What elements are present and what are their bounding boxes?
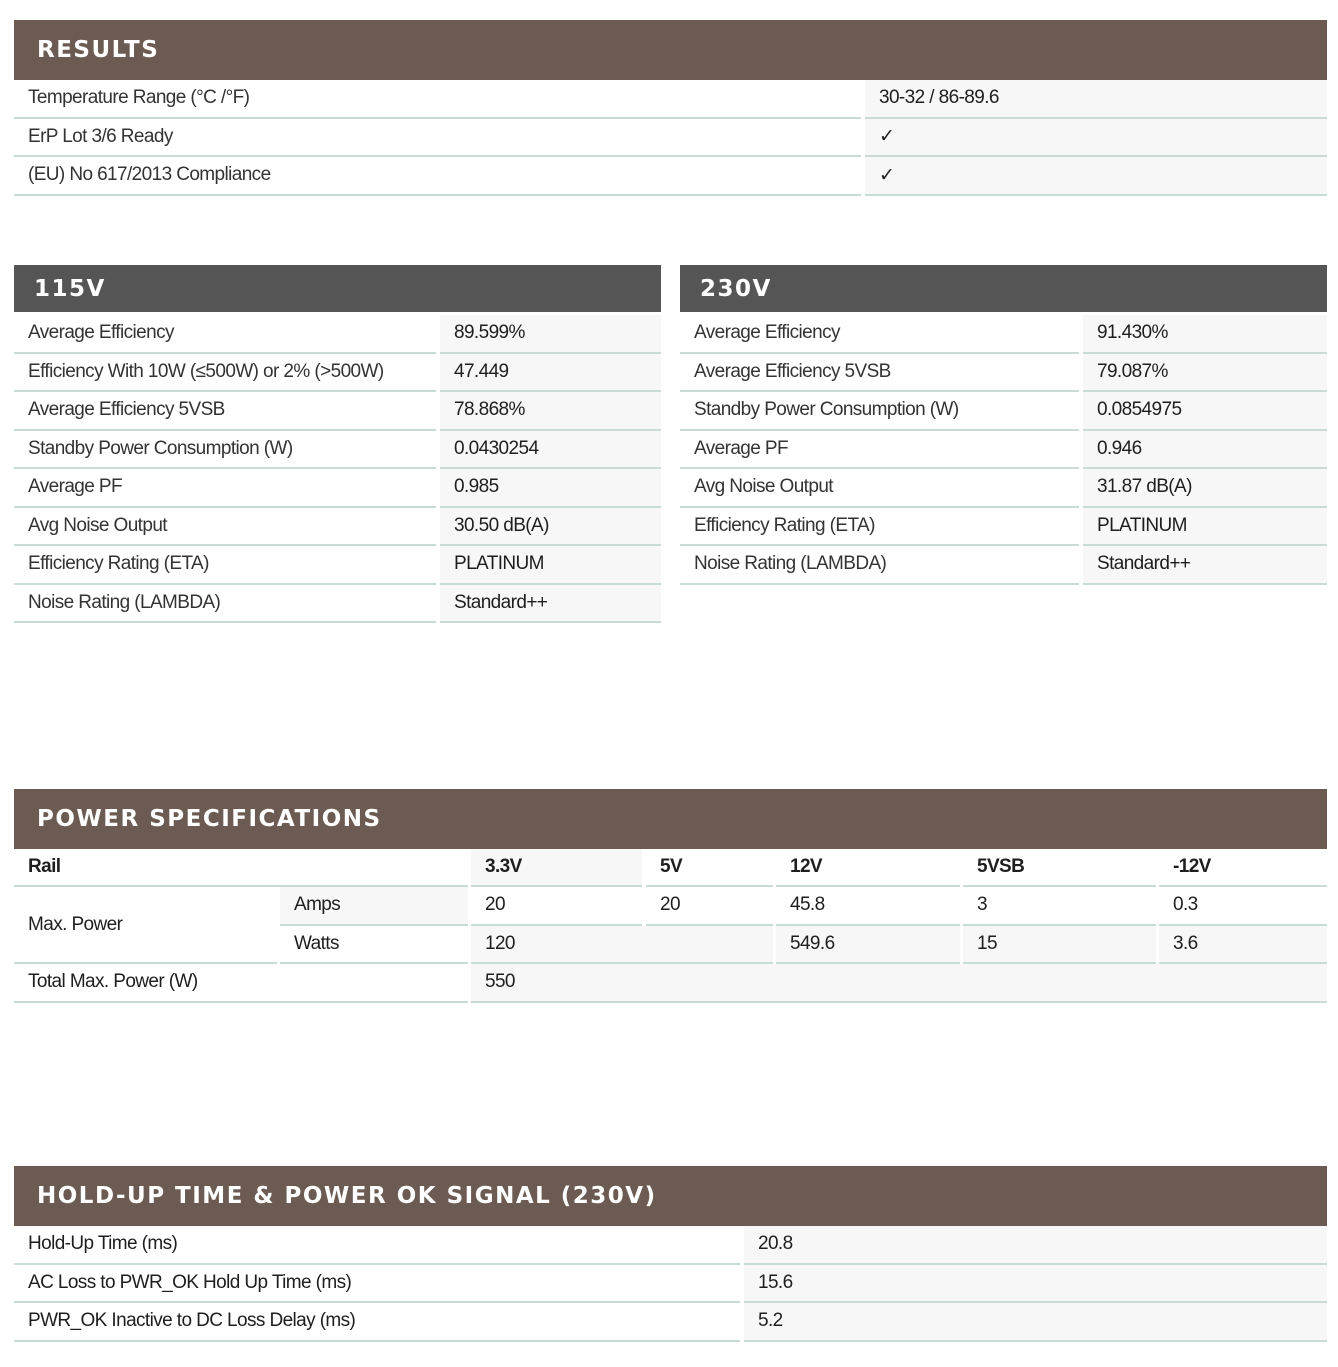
table-row <box>680 354 1327 393</box>
amps-5v: 20 <box>646 887 773 926</box>
row-label: Noise Rating (LAMBDA) <box>14 585 436 624</box>
row-label: Average Efficiency 5VSB <box>680 354 1079 393</box>
power-table <box>14 849 1327 1004</box>
row-value: 20.8 <box>744 1226 1327 1265</box>
row-value: 30-32 / 86-89.6 <box>865 80 1327 119</box>
v230-header: 230V <box>680 265 1327 312</box>
row-value: 0.985 <box>440 469 661 508</box>
row-value: 31.87 dB(A) <box>1083 469 1327 508</box>
row-value: 0.0854975 <box>1083 392 1327 431</box>
row-value: PLATINUM <box>1083 508 1327 547</box>
row-value: 78.868% <box>440 392 661 431</box>
max-power-label: Max. Power <box>14 887 277 964</box>
table-row <box>14 354 661 393</box>
row-value: 15.6 <box>744 1265 1327 1304</box>
rail-header: Rail <box>14 849 468 887</box>
table-row <box>14 392 661 431</box>
table-row <box>14 80 1327 119</box>
row-label: Efficiency Rating (ETA) <box>14 546 436 585</box>
row-label: AC Loss to PWR_OK Hold Up Time (ms) <box>14 1265 740 1304</box>
table-row <box>680 546 1327 585</box>
row-label: Avg Noise Output <box>680 469 1079 508</box>
row-label: Standby Power Consumption (W) <box>680 392 1079 431</box>
row-value: Standard++ <box>1083 546 1327 585</box>
row-label: ErP Lot 3/6 Ready <box>14 119 861 158</box>
row-label: Avg Noise Output <box>14 508 436 547</box>
row-label: Average Efficiency <box>14 315 436 354</box>
table-row <box>14 1303 1327 1342</box>
row-label: Average PF <box>680 431 1079 470</box>
row-label: Temperature Range (°C /°F) <box>14 80 861 119</box>
amps-5vsb: 3 <box>963 887 1156 926</box>
row-value: 89.599% <box>440 315 661 354</box>
watts-5vsb: 15 <box>963 926 1156 965</box>
table-row <box>14 119 1327 158</box>
table-row <box>680 469 1327 508</box>
check-icon: ✓ <box>865 157 1327 196</box>
v230-section <box>680 265 1327 585</box>
rail-m12v: -12V <box>1159 849 1327 887</box>
row-label: Average PF <box>14 469 436 508</box>
power-section <box>14 789 1327 849</box>
row-label: Efficiency Rating (ETA) <box>680 508 1079 547</box>
watts-3v3-5v: 120 <box>471 926 773 965</box>
table-row <box>680 392 1327 431</box>
row-label: Average Efficiency 5VSB <box>14 392 436 431</box>
rail-3v3: 3.3V <box>471 849 642 887</box>
table-row <box>14 1265 1327 1304</box>
v115-section <box>14 265 661 623</box>
table-row <box>14 157 1327 196</box>
amps-m12v: 0.3 <box>1159 887 1327 926</box>
table-row <box>680 431 1327 470</box>
rail-5vsb: 5VSB <box>963 849 1156 887</box>
row-label: Efficiency With 10W (≤500W) or 2% (>500W) <box>14 354 436 393</box>
row-label: PWR_OK Inactive to DC Loss Delay (ms) <box>14 1303 740 1342</box>
row-value: Standard++ <box>440 585 661 624</box>
row-label: Hold-Up Time (ms) <box>14 1226 740 1265</box>
results-section <box>14 20 1327 196</box>
total-label: Total Max. Power (W) <box>14 964 468 1003</box>
table-row <box>14 431 661 470</box>
table-row <box>14 315 661 354</box>
watts-label: Watts <box>280 926 468 965</box>
amps-3v3: 20 <box>471 887 642 926</box>
table-row <box>14 469 661 508</box>
holdup-header: HOLD-UP TIME & POWER OK SIGNAL (230V) <box>14 1166 1327 1226</box>
rail-12v: 12V <box>776 849 960 887</box>
row-value: 79.087% <box>1083 354 1327 393</box>
row-label: Average Efficiency <box>680 315 1079 354</box>
watts-12v: 549.6 <box>776 926 960 965</box>
table-row <box>14 585 661 624</box>
table-row <box>680 315 1327 354</box>
table-row <box>14 1226 1327 1265</box>
total-value: 550 <box>471 964 1327 1003</box>
table-row <box>680 508 1327 547</box>
row-value: 5.2 <box>744 1303 1327 1342</box>
check-icon: ✓ <box>865 119 1327 158</box>
amps-12v: 45.8 <box>776 887 960 926</box>
row-value: 30.50 dB(A) <box>440 508 661 547</box>
results-header: RESULTS <box>14 20 1327 80</box>
row-value: 91.430% <box>1083 315 1327 354</box>
amps-label: Amps <box>280 887 468 926</box>
row-label: (EU) No 617/2013 Compliance <box>14 157 861 196</box>
row-value: 0.946 <box>1083 431 1327 470</box>
table-row <box>14 546 661 585</box>
row-value: 0.0430254 <box>440 431 661 470</box>
row-value: PLATINUM <box>440 546 661 585</box>
row-value: 47.449 <box>440 354 661 393</box>
power-header: POWER SPECIFICATIONS <box>14 789 1327 849</box>
rail-5v: 5V <box>646 849 773 887</box>
table-row <box>14 508 661 547</box>
watts-m12v: 3.6 <box>1159 926 1327 965</box>
row-label: Noise Rating (LAMBDA) <box>680 546 1079 585</box>
v115-header: 115V <box>14 265 661 312</box>
row-label: Standby Power Consumption (W) <box>14 431 436 470</box>
holdup-section <box>14 1166 1327 1342</box>
